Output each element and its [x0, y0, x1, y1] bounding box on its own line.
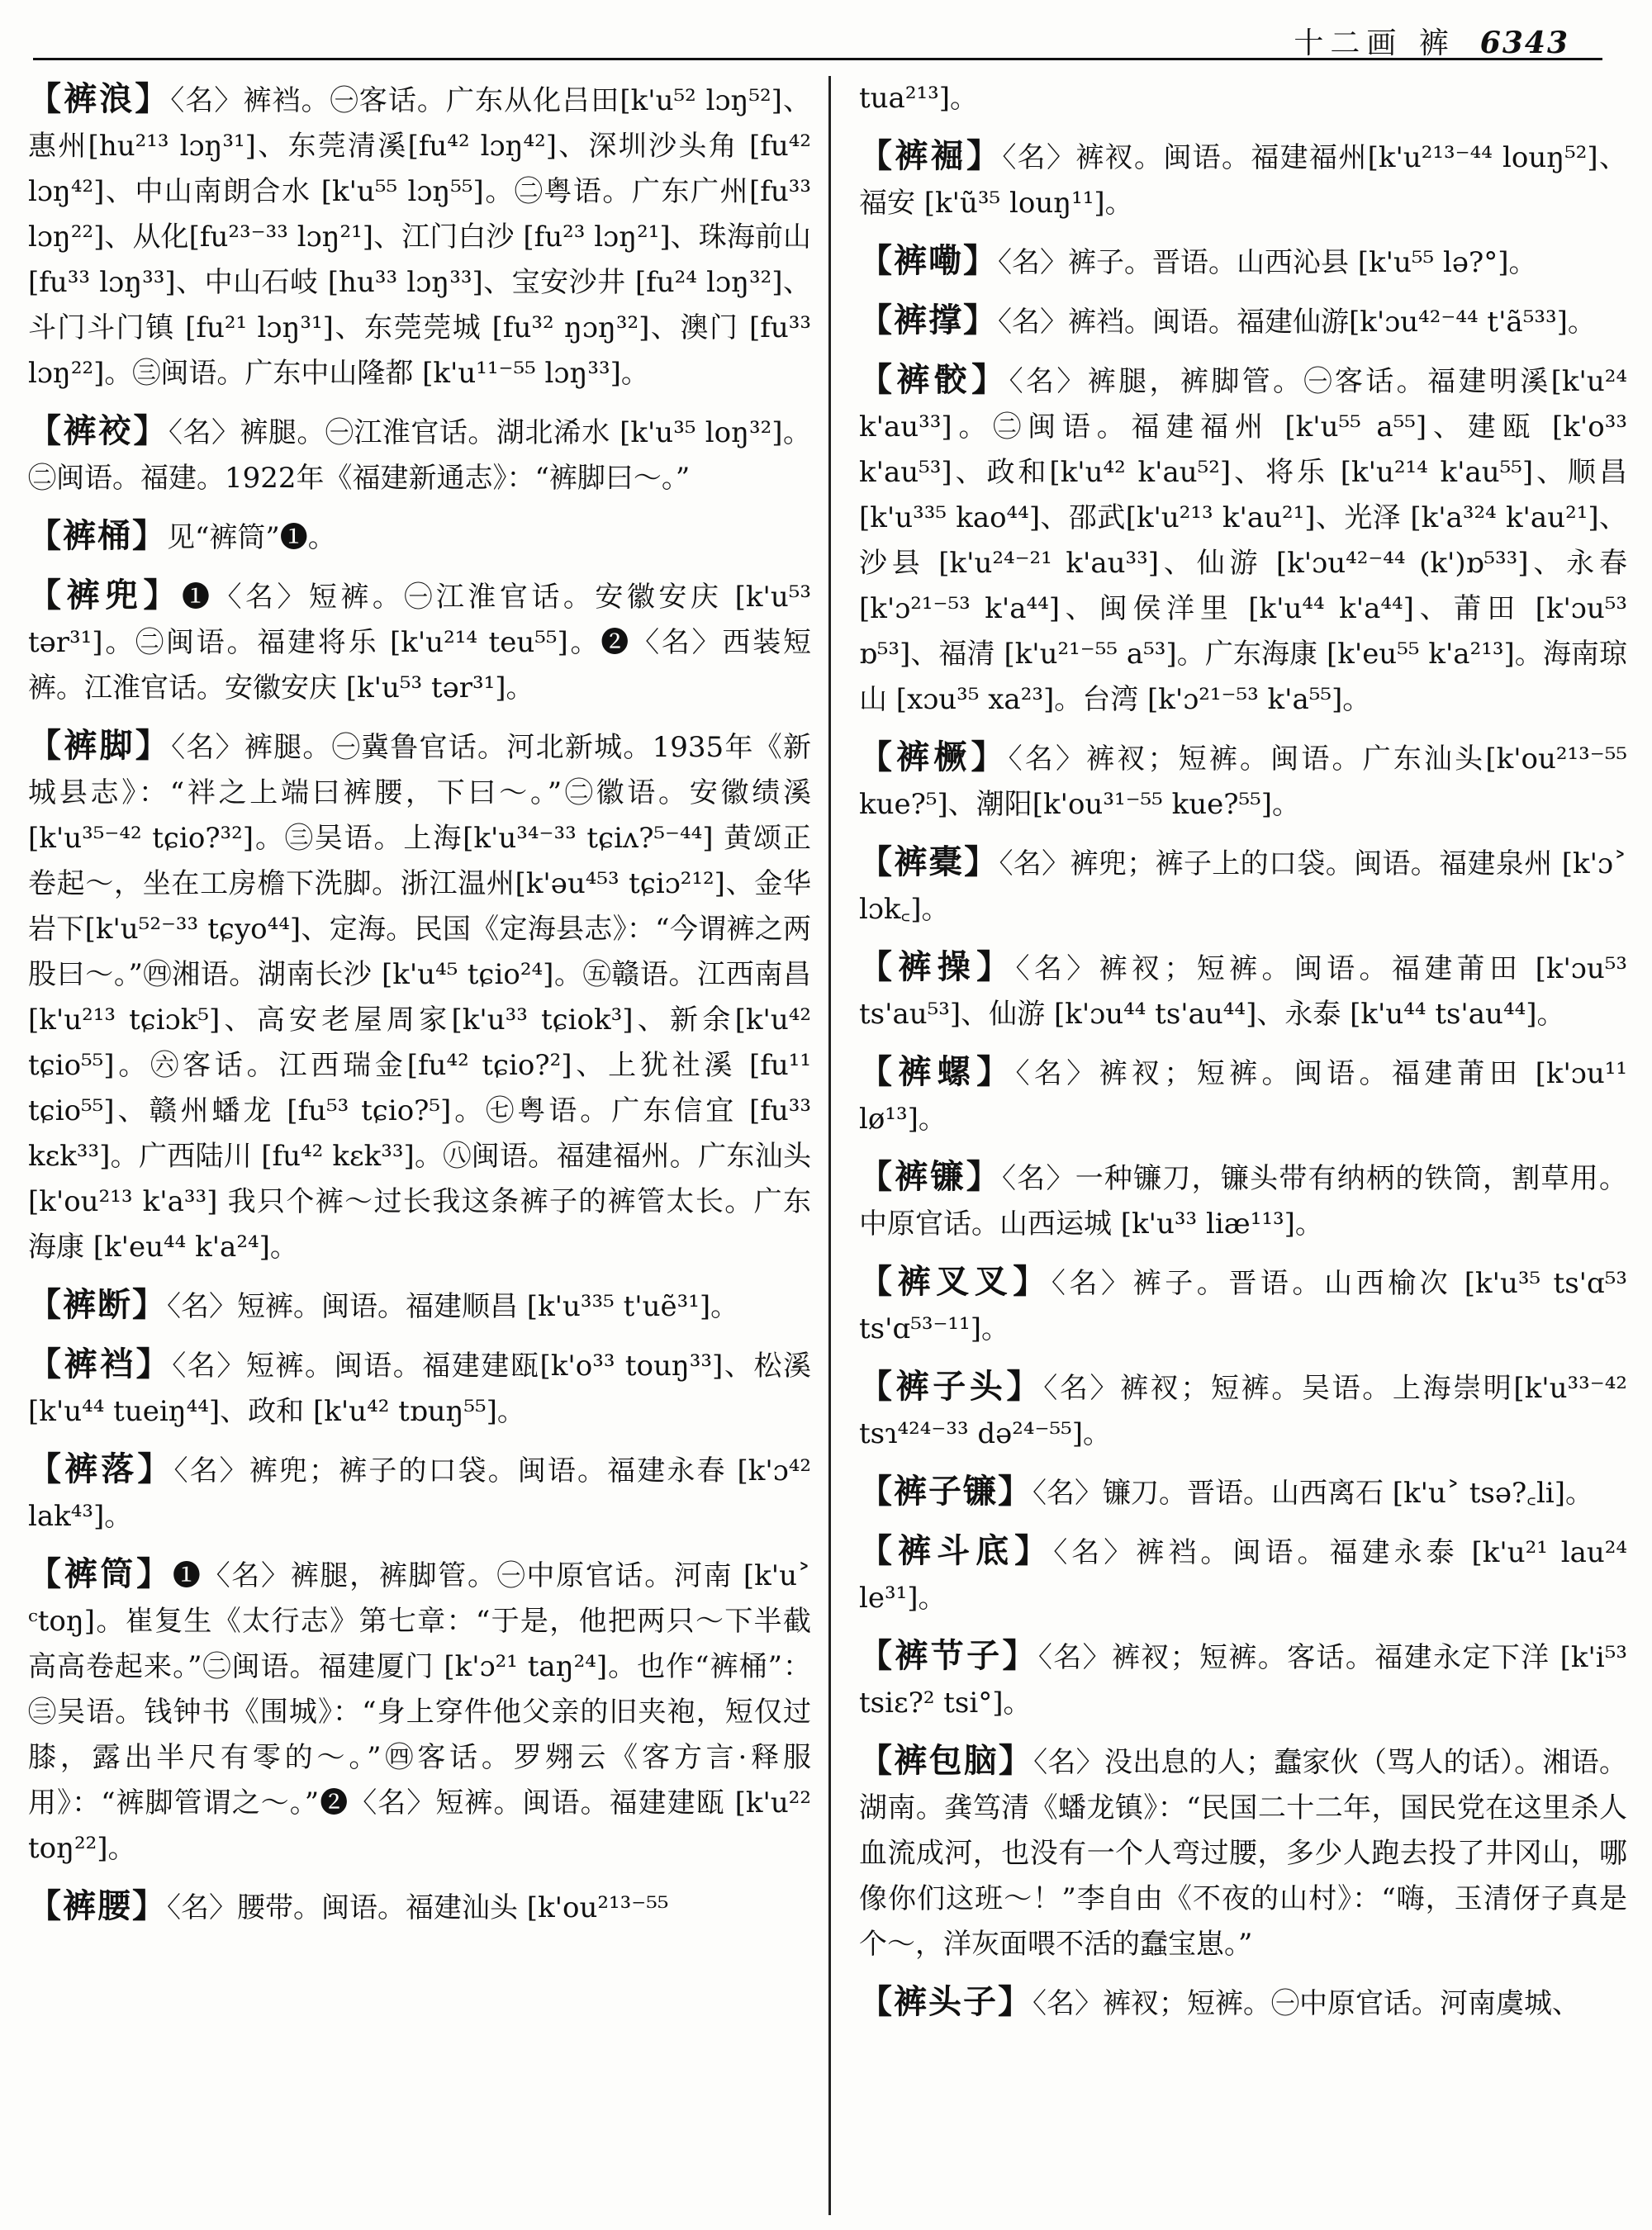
continued-text: tua²¹³]。: [859, 82, 978, 115]
dictionary-entry: [28, 723, 811, 1270]
entry-definition: ❶〈名〉裤腿，裤脚管。㊀中原官话。河南 [k'u˃ ᶜtoŋ]。崔复生《太行志》第七章：“于是，他把两只～下半截高高卷起来。”㊁闽语。福建厦门 [k'ɔ²¹ taŋ²⁴]。也作“裤桶”：㊂吴语。钱钟书《围城》：“身上穿件他父亲的旧夹袍，短仅过膝，露出半尺有零的～。”㊃客话。罗翙云《客方言·释服用》：“裤脚管谓之～。”❷〈名〉短裤。闽语。福建建瓯 [k'u²² toŋ²²]。: [28, 1559, 811, 1865]
entry-headword: 【裤子头】: [859, 1367, 1044, 1406]
entry-headword: 【裤斗底】: [859, 1531, 1054, 1570]
column-divider: [828, 76, 831, 2215]
entry-headword: 【裤子镰】: [859, 1472, 1032, 1511]
dictionary-entry: [859, 1049, 1627, 1142]
dictionary-entry: [859, 1979, 1627, 2027]
entry-headword: 【裤脚】: [28, 726, 172, 765]
dictionary-entry: [28, 1883, 811, 1931]
entry-headword: 【裤包脑】: [859, 1741, 1034, 1780]
entry-headword: 【裤节子】: [859, 1636, 1038, 1675]
dictionary-entry: [859, 1364, 1627, 1457]
entry-definition: 〈名〉短裤。闽语。福建顺昌 [k'u³³⁵ t'uẽ³¹]。: [167, 1290, 739, 1323]
entry-headword: 【裤头子】: [859, 1982, 1032, 2021]
entry-definition: 〈名〉裤腿，裤脚管。㊀客话。福建明溪[k'u²⁴ k'au³³]。㊁闽语。福建福州 [k'u⁵⁵ a⁵⁵]、建瓯 [k'o³³ k'au⁵³]、政和[k'u⁴² k'au⁵²]、将乐 [k'u²¹⁴ k'au⁵⁵]、顺昌[k'u³³⁵ kao⁴⁴]、邵武[k'u²¹³ k'au²¹]、光泽 [k'a³²⁴ k'au²¹]、沙县 [k'u²⁴⁻²¹ k'au³³]、仙游 [k'ɔu⁴²⁻⁴⁴ (k')ɒ⁵³³]、永春 [k'ɔ²¹⁻⁵³ k'a⁴⁴]、闽侯洋里 [k'u⁴⁴ k'a⁴⁴]、莆田 [k'ɔu⁵³ ɒ⁵³]、福清 [k'u²¹⁻⁵⁵ a⁵³]。广东海康 [k'eu⁵⁵ k'a²¹³]。海南琼山 [xɔu³⁵ xa²³]。台湾 [k'ɔ²¹⁻⁵³ k'a⁵⁵]。: [859, 365, 1627, 716]
dictionary-entry: [28, 513, 811, 561]
entry-headword: 【裤腰】: [28, 1886, 167, 1925]
entry-definition: 〈名〉裤衩。闽语。福建福州[k'u²¹³⁻⁴⁴ louŋ⁵²]、福安 [k'ũ³⁵ louŋ¹¹]。: [859, 141, 1627, 220]
entry-definition: 〈名〉裤衩；短裤。闽语。广东汕头[k'ou²¹³⁻⁵⁵ kue?⁵]、潮阳[k'ou³¹⁻⁵⁵ kue?⁵⁵]。: [859, 743, 1627, 821]
entry-definition: 〈名〉腰带。闽语。福建汕头 [k'ou²¹³⁻⁵⁵: [167, 1891, 669, 1924]
entry-headword: 【裤裆】: [28, 1345, 173, 1383]
entry-definition: 〈名〉裤兜；裤子的口袋。闽语。福建永春 [k'ɔ⁴² lak⁴³]。: [28, 1454, 811, 1533]
entry-headword: 【裤撑】: [859, 301, 998, 339]
entry-headword: 【裤骹】: [859, 360, 1009, 399]
dictionary-entry: [859, 238, 1627, 286]
entry-headword: 【裤嘞】: [859, 241, 998, 280]
entry-headword: 【裤䘨】: [28, 411, 169, 450]
entry-definition: 〈名〉短裤。闽语。福建建瓯[k'o³³ touŋ³³]、松溪[k'u⁴⁴ tueiŋ⁴⁴]、政和 [k'u⁴² tɒuŋ⁵⁵]。: [28, 1350, 811, 1428]
dictionary-entry: [859, 357, 1627, 723]
entry-definition: 〈名〉没出息的人；蠢家伙（骂人的话）。湘语。湖南。龚笃清《蟠龙镇》：“民国二十二年，国民党在这里杀人血流成河，也没有一个人弯过腰，多少人跑去投了井冈山，哪像你们这班～！”李自由《不夜的山村》：“嗨，玉清伢子真是个～，洋灰面喂不活的蠢宝崽。”: [859, 1746, 1627, 1961]
dictionary-entry: [28, 408, 811, 501]
dictionary-entry: [28, 572, 811, 711]
dictionary-entry: [859, 297, 1627, 345]
entry-headword: 【裤兜】: [28, 576, 182, 614]
dictionary-entry: [28, 76, 811, 396]
dictionary-entry: [28, 1446, 811, 1540]
dictionary-entry: [859, 734, 1627, 828]
page-header: [33, 15, 1602, 60]
entry-headword: 【裤螺】: [859, 1052, 1016, 1091]
entry-headword: 【裤桶】: [28, 516, 167, 555]
entry-definition: 〈名〉裤子。晋语。山西榆次 [k'u³⁵ ts'ɑ⁵³ ts'ɑ⁵³⁻¹¹]。: [859, 1267, 1627, 1345]
dictionary-entry: [859, 1738, 1627, 1967]
entry-definition: 〈名〉裤腿。㊀冀鲁官话。河北新城。1935年《新城县志》：“袢之上端曰裤腰，下曰～。”㊁徽语。安徽绩溪[k'u³⁵⁻⁴² tɕio?³²]。㊂吴语。上海[k'u³⁴⁻³³ tɕiʌ?⁵⁻⁴⁴] 黄颂正卷起～，坐在工房檐下洗脚。浙江温州[k'əu⁴⁵³ tɕiɔ²¹²]、金华岩下[k'u⁵²⁻³³ tɕyo⁴⁴]、定海。民国《定海县志》：“今谓裤之两股曰～。”㊃湘语。湖南长沙 [k'u⁴⁵ tɕio²⁴]。㊄赣语。江西南昌 [k'u²¹³ tɕiɔk⁵]、高安老屋周家[k'u³³ tɕiok³]、新余[k'u⁴² tɕio⁵⁵]。㊅客话。江西瑞金[fu⁴² tɕio?²]、上犹社溪 [fu¹¹ tɕio⁵⁵]、赣州蟠龙 [fu⁵³ tɕio?⁵]。㊆粤语。广东信宜 [fu³³ kɛk³³]。广西陆川 [fu⁴² kɛk³³]。㊇闽语。福建福州。广东汕头 [k'ou²¹³ k'a³³] 我只个裤～过长我这条裤子的裤管太长。广东海康 [k'eu⁴⁴ k'a²⁴]。: [28, 731, 811, 1264]
dictionary-entry: [28, 1341, 811, 1435]
entry-headword: 【裤操】: [859, 947, 1016, 986]
dictionary-entry: [859, 1468, 1627, 1516]
entry-headword: 【裤筒】: [28, 1554, 173, 1593]
entry-definition: 〈名〉镰刀。晋语。山西离石 [k'u˃ tsə?꜀li]。: [1032, 1477, 1593, 1510]
entry-headword: 【裤叉叉】: [859, 1262, 1051, 1301]
running-head: [1294, 20, 1569, 62]
page-number: 6343: [1479, 26, 1569, 60]
entry-definition: 〈名〉裤裆。闽语。福建仙游[k'ɔu⁴²⁻⁴⁴ t'ã⁵³³]。: [998, 306, 1596, 339]
dictionary-entry: [859, 1633, 1627, 1726]
entry-definition: 〈名〉一种镰刀，镰头带有纳柄的铁筒，割草用。中原官话。山西运城 [k'u³³ liæ¹¹³]。: [859, 1162, 1627, 1241]
entry-definition: 〈名〉裤裆。㊀客话。广东从化吕田[k'u⁵² lɔŋ⁵²]、惠州[hu²¹³ lɔŋ³¹]、东莞清溪[fu⁴² lɔŋ⁴²]、深圳沙头角 [fu⁴² lɔŋ⁴²]、中山南朗合水 [k'u⁵⁵ lɔŋ⁵⁵]。㊁粤语。广东广州[fu³³ lɔŋ²²]、从化[fu²³⁻³³ lɔŋ²¹]、江门白沙 [fu²³ lɔŋ²¹]、珠海前山 [fu³³ lɔŋ³³]、中山石岐 [hu³³ lɔŋ³³]、宝安沙井 [fu²⁴ lɔŋ³²]、斗门斗门镇 [fu²¹ lɔŋ³¹]、东莞莞城 [fu³² ŋɔŋ³²]、澳门 [fu³³ lɔŋ²²]。㊂闽语。广东中山隆都 [k'u¹¹⁻⁵⁵ lɔŋ³³]。: [28, 84, 811, 390]
entry-definition: 〈名〉裤裆。闽语。福建永泰 [k'u²¹ lau²⁴ le³¹]。: [859, 1536, 1627, 1615]
entry-definition: ❶〈名〉短裤。㊀江淮官话。安徽安庆 [k'u⁵³ tər³¹]。㊁闽语。福建将乐 [k'u²¹⁴ teu⁵⁵]。❷〈名〉西装短裤。江淮官话。安徽安庆 [k'u⁵³ tər³¹]。: [28, 581, 811, 705]
dictionary-entry: [28, 1551, 811, 1872]
entry-definition: 〈名〉裤衩；短裤。闽语。福建莆田 [k'ɔu⁵³ ts'au⁵³]、仙游 [k'ɔu⁴⁴ ts'au⁴⁴]、永泰 [k'u⁴⁴ ts'au⁴⁴]。: [859, 952, 1627, 1031]
entry-headword: 【裤橐】: [859, 842, 999, 881]
entry-definition: 见“裤筒”❶。: [167, 521, 336, 554]
dictionary-entry: [859, 839, 1627, 932]
entry-definition: 〈名〉裤腿。㊀江淮官话。湖北浠水 [k'u³⁵ loŋ³²]。㊁闽语。福建。1922年《福建新通志》：“裤脚曰～。”: [28, 416, 811, 495]
entry-definition: 〈名〉裤衩；短裤。吴语。上海崇明[k'u³³⁻⁴² tsɿ⁴²⁴⁻³³ də²⁴⁻⁵⁵]。: [859, 1372, 1627, 1450]
dictionary-entry: [859, 1528, 1627, 1621]
entry-definition: 〈名〉裤衩；短裤。客话。福建永定下洋 [k'i⁵³ tsiɛ?² tsi°]。: [859, 1641, 1627, 1720]
entry-definition: 〈名〉裤子。晋语。山西沁县 [k'u⁵⁵ lə?°]。: [998, 246, 1537, 279]
section-title: 十二画 裤: [1294, 26, 1455, 60]
entry-headword: 【裤镰】: [859, 1157, 1002, 1196]
dictionary-entry: [859, 133, 1627, 226]
entry-definition: 〈名〉裤衩；短裤。闽语。福建莆田 [k'ɔu¹¹ lø¹³]。: [859, 1057, 1627, 1136]
dictionary-entry: [859, 944, 1627, 1037]
entry-headword: 【裤䘿】: [859, 136, 1003, 175]
left-column: [28, 76, 811, 2222]
entry-headword: 【裤断】: [28, 1285, 167, 1324]
entry-headword: 【裤落】: [28, 1450, 174, 1488]
entry-definition: 〈名〉裤衩；短裤。㊀中原官话。河南虞城、: [1032, 1987, 1580, 2020]
dictionary-entry: [28, 1282, 811, 1330]
right-column: [859, 76, 1627, 2222]
dictionary-entry: [859, 1259, 1627, 1352]
entry-definition: 〈名〉裤兜；裤子上的口袋。闽语。福建泉州 [k'ɔ˃ lɔk꜀]。: [859, 847, 1627, 926]
entry-headword: 【裤浪】: [28, 79, 171, 118]
dictionary-entry: [859, 1154, 1627, 1247]
entry-headword: 【裤橛】: [859, 738, 1009, 776]
